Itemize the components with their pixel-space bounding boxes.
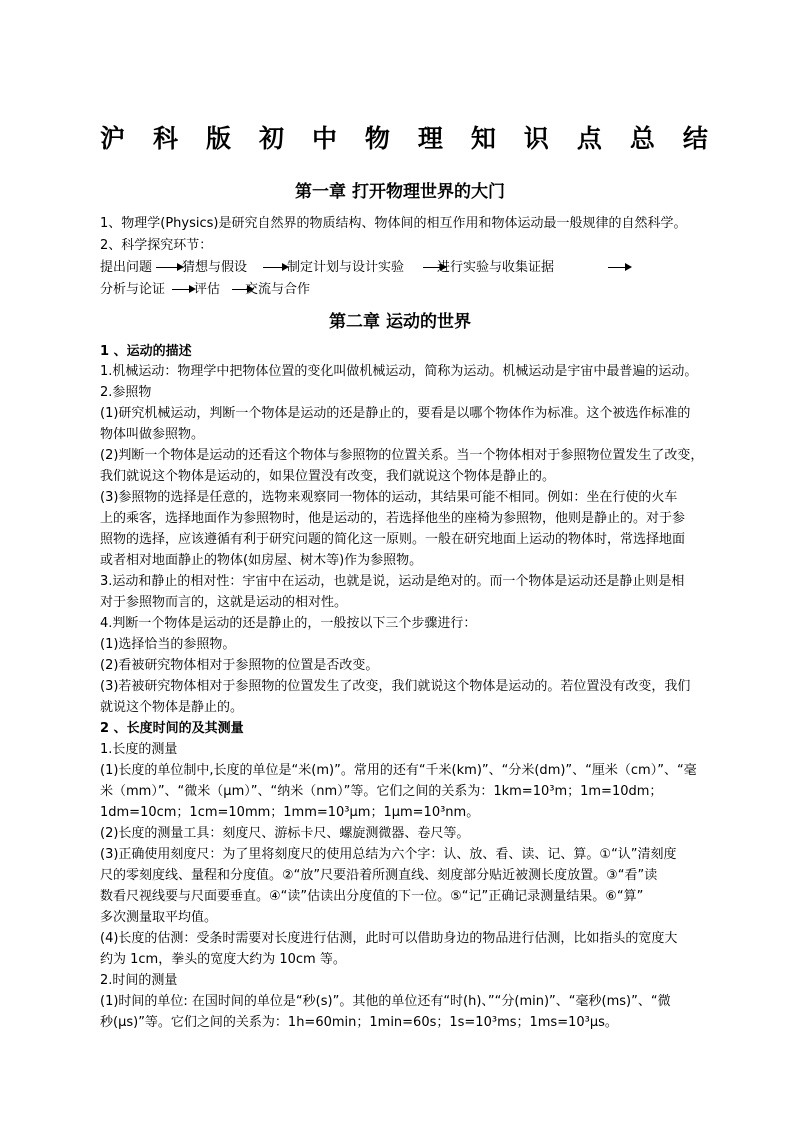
paragraph: 1.长度的测量 bbox=[100, 742, 178, 757]
paragraph: 2.时间的测量 bbox=[100, 973, 178, 988]
arrow-icon bbox=[263, 267, 287, 268]
title-char: 理 bbox=[417, 124, 443, 153]
paragraph: 1.机械运动：物理学中把物体位置的变化叫做机械运动，简称为运动。机械运动是宇宙中最普遍的运动。 bbox=[100, 364, 698, 379]
paragraph: (2)看被研究物体相对于参照物的位置是否改变。 bbox=[100, 658, 379, 673]
paragraph: 1dm=10cm；1cm=10mm；1mm=10³μm；1μm=10³nm。 bbox=[100, 805, 480, 820]
inquiry-flow-row1 bbox=[100, 258, 712, 278]
paragraph: (1)时间的单位: 在国时间的单位是“秒(s)”。其他的单位还有“时(h)、”“分(min)”、“毫秒(ms)”、“微 bbox=[100, 994, 671, 1009]
title-char: 科 bbox=[152, 124, 178, 153]
document-title bbox=[100, 122, 708, 156]
title-char: 知 bbox=[470, 124, 496, 153]
chapter2-heading: 第二章 运动的世界 bbox=[329, 312, 471, 332]
paragraph: (1)长度的单位制中,长度的单位是“米(m)”。常用的还有“千米(km)”、“分米(dm)”、“厘米（cm）”、“毫 bbox=[100, 763, 697, 778]
section-title: 1 、运动的描述 bbox=[100, 344, 192, 359]
paragraph: 或者相对地面静止的物体(如房屋、树木等)作为参照物。 bbox=[100, 553, 423, 568]
paragraph: 4.判断一个物体是运动的还是静止的，一般按以下三个步骤进行： bbox=[100, 616, 477, 631]
flow-step: 进行实验与收集证据 bbox=[437, 260, 555, 275]
paragraph: 数看尺视线要与尺面要垂直。④“读”估读出分度值的下一位。⑤“记”正确记录测量结果。⑥“算” bbox=[100, 889, 644, 904]
arrow-icon bbox=[608, 267, 630, 268]
paragraph: 物体叫做参照物。 bbox=[100, 427, 205, 442]
paragraph: 对于参照物而言的，这就是运动的相对性。 bbox=[100, 595, 348, 610]
flow-step: 交流与合作 bbox=[245, 282, 311, 297]
paragraph: (1)选择恰当的参照物。 bbox=[100, 637, 236, 652]
paragraph: 就说这个物体是静止的。 bbox=[100, 700, 244, 715]
flow-step: 制定计划与设计实验 bbox=[287, 260, 405, 275]
paragraph: 3.运动和静止的相对性：宇宙中在运动，也就是说，运动是绝对的。而一个物体是运动还是静止则是相 bbox=[100, 574, 685, 589]
paragraph: 照物的选择，应该遵循有利于研究问题的简化这一原则。一般在研究地面上运动的物体时，常选择地面 bbox=[100, 532, 686, 547]
title-char: 物 bbox=[364, 124, 390, 153]
title-char: 初 bbox=[258, 124, 284, 153]
paragraph: (3)参照物的选择是任意的，选物来观察同一物体的运动，其结果可能不相同。例如：坐在行使的火车 bbox=[100, 490, 678, 505]
title-char: 中 bbox=[311, 124, 337, 153]
title-char: 点 bbox=[576, 124, 602, 153]
paragraph: (2)长度的测量工具：刻度尺、游标卡尺、螺旋测微器、卷尺等。 bbox=[100, 826, 470, 841]
paragraph: 上的乘客，选择地面作为参照物时，他是运动的，若选择他坐的座椅为参照物，他则是静止的。对于参 bbox=[100, 511, 686, 526]
paragraph: 多次测量取平均值。 bbox=[100, 910, 218, 925]
paragraph: 1、物理学(Physics)是研究自然界的物质结构、物体间的相互作用和物体运动最一般规律的自然科学。 bbox=[100, 216, 687, 231]
title-char: 总 bbox=[629, 124, 655, 153]
section-title: 2 、长度时间的及其测量 bbox=[100, 721, 244, 736]
title-char: 结 bbox=[682, 124, 708, 153]
paragraph: (2)判断一个物体是运动的还看这个物体与参照物的位置关系。当一个物体相对于参照物位置发生了改变， bbox=[100, 448, 704, 463]
title-char: 识 bbox=[523, 124, 549, 153]
arrow-icon bbox=[172, 289, 194, 290]
flow-step: 分析与论证 bbox=[100, 282, 166, 297]
flow-step: 评估 bbox=[194, 282, 221, 297]
flow-step: 猜想与假设 bbox=[182, 260, 248, 275]
chapter1-heading: 第一章 打开物理世界的大门 bbox=[295, 182, 505, 202]
paragraph: (1)研究机械运动，判断一个物体是运动的还是静止的，要看是以哪个物体作为标准。这个被选作标准的 bbox=[100, 406, 691, 421]
paragraph: 米（mm）”、“微米（μm）”、“纳米（nm）”等。它们之间的关系为：1km=10³m；1m=10dm； bbox=[100, 784, 663, 799]
paragraph: 约为 1cm，拳头的宽度大约为 10cm 等。 bbox=[100, 952, 346, 967]
arrow-icon bbox=[156, 267, 182, 268]
paragraph: (4)长度的估测：受条时需要对长度进行估测，此时可以借助身边的物品进行估测，比如指头的宽度大 bbox=[100, 931, 678, 946]
paragraph: (3)若被研究物体相对于参照物的位置发生了改变，我们就说这个物体是运动的。若位置没有改变，我们 bbox=[100, 679, 691, 694]
paragraph: 尺的零刻度线、量程和分度值。②“放”尺要沿着所测直线、刻度部分贴近被测长度放置。③“看”读 bbox=[100, 868, 658, 883]
title-char: 沪 bbox=[100, 124, 126, 153]
paragraph: 2.参照物 bbox=[100, 385, 152, 400]
flow-step: 提出问题 bbox=[100, 260, 153, 275]
inquiry-flow-row2 bbox=[100, 280, 712, 300]
paragraph: (3)正确使用刻度尺：为了里将刻度尺的使用总结为六个字：认、放、看、读、记、算。①“认”清刻度 bbox=[100, 847, 677, 862]
paragraph: 秒(μs)”等。它们之间的关系为：1h=60min；1min=60s；1s=10³ms；1ms=10³μs。 bbox=[100, 1015, 618, 1030]
paragraph: 2、科学探究环节： bbox=[100, 238, 213, 253]
title-char: 版 bbox=[205, 124, 231, 153]
paragraph: 我们就说这个物体是运动的，如果位置没有改变，我们就说这个物体是静止的。 bbox=[100, 469, 556, 484]
